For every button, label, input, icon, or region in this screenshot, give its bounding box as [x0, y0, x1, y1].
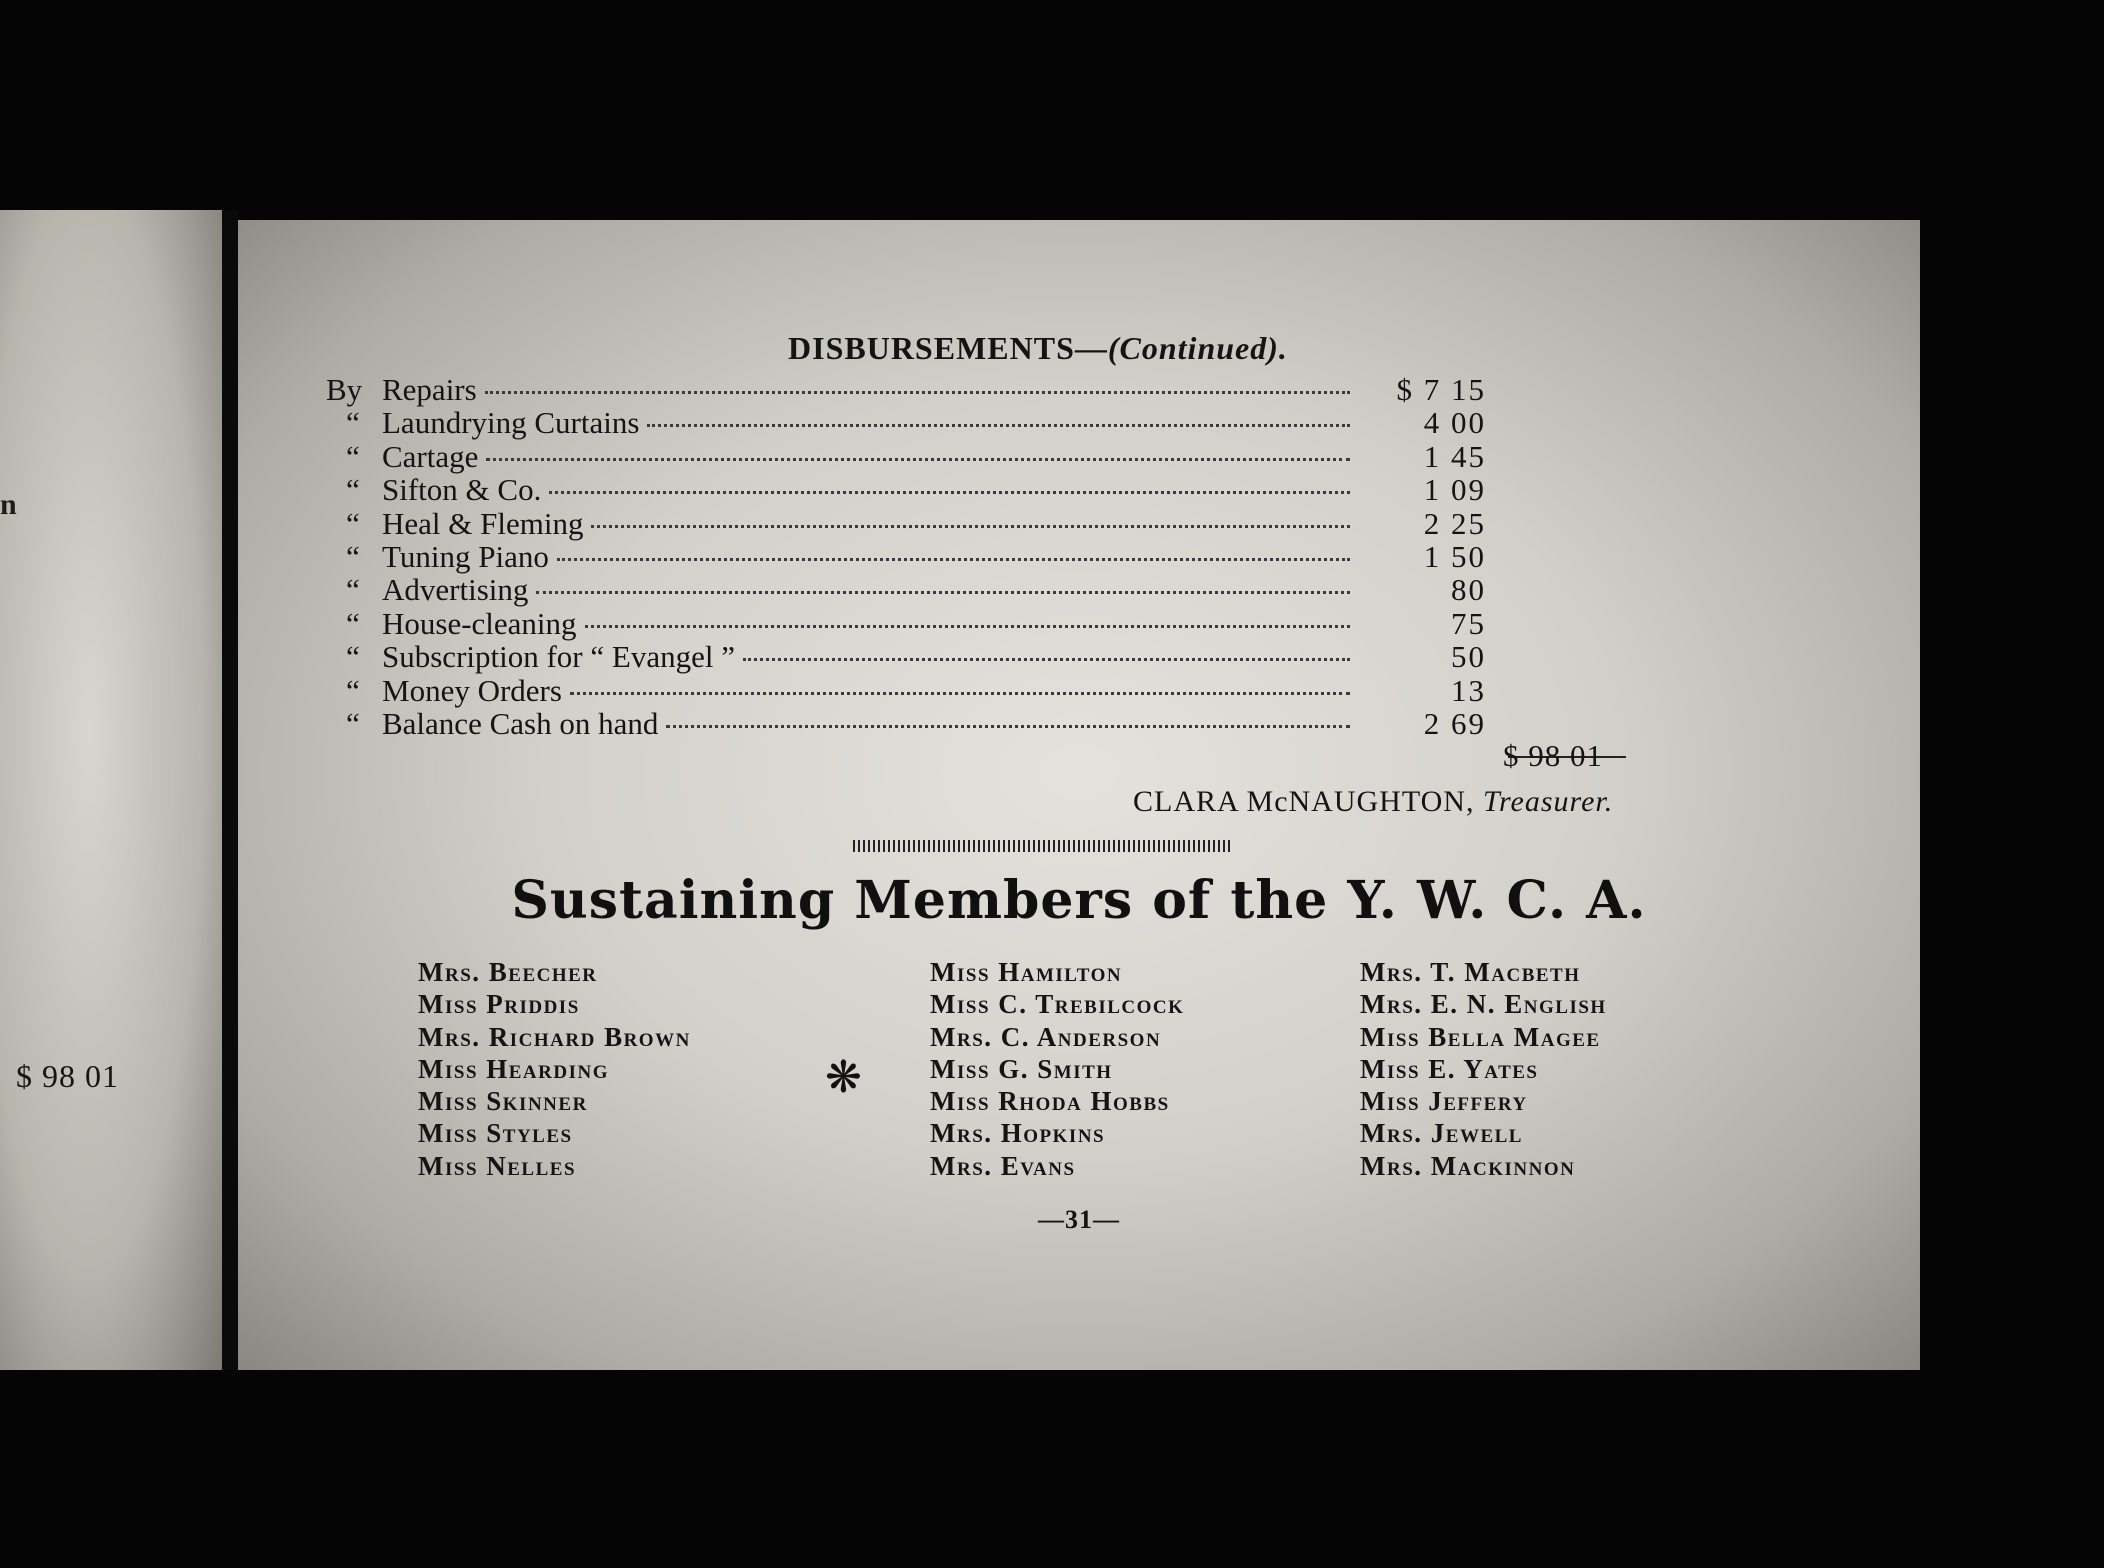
- ledger-row-label: Heal & Fleming: [382, 505, 584, 541]
- member-name: Mrs. Beecher: [418, 957, 598, 987]
- member-name: Miss Skinner: [418, 1086, 588, 1117]
- member-name: Miss Priddis: [418, 989, 580, 1020]
- fleuron-ornament-icon: ❋: [825, 1053, 862, 1102]
- ledger-row-prefix: “: [346, 705, 360, 741]
- ledger-row: [326, 673, 1486, 706]
- dot-leader: [666, 725, 1350, 728]
- ledger-row-prefix: “: [346, 405, 360, 441]
- dot-leader: [486, 458, 1350, 461]
- book-gutter: [222, 210, 238, 1370]
- cropped-heading-glyph: n: [0, 488, 17, 521]
- members-column-2: [930, 956, 1184, 1182]
- member-name: Mrs. Jewell: [1360, 1118, 1523, 1149]
- dot-leader: [485, 391, 1350, 394]
- ledger-row: [326, 572, 1486, 608]
- ledger-row: [326, 472, 1486, 508]
- ledger-row-label: House-cleaning: [382, 605, 577, 641]
- dot-leader: [647, 424, 1350, 427]
- ledger-row-amount: 2 69: [1423, 705, 1486, 741]
- ledger-row-prefix: “: [346, 605, 360, 641]
- ledger-row-label: Subscription for “ Evangel ”: [382, 639, 735, 675]
- member-name: Miss Rhoda Hobbs: [930, 1086, 1170, 1117]
- disbursements-ledger: [326, 372, 1486, 739]
- disbursements-total: $ 98 01: [1503, 738, 1603, 773]
- ledger-row-amount: 80: [1451, 572, 1486, 608]
- dot-leader: [570, 692, 1350, 695]
- ledger-row: [326, 439, 1486, 472]
- ledger-row-label: Sifton & Co.: [382, 472, 542, 508]
- member-name: Miss Styles: [418, 1118, 573, 1149]
- ledger-row: [326, 539, 1486, 572]
- ledger-row-prefix: “: [346, 639, 360, 675]
- ledger-row-amount: 13: [1451, 672, 1486, 708]
- ledger-row-label: Cartage: [382, 438, 479, 474]
- ledger-row-label: Tuning Piano: [382, 538, 549, 574]
- member-name: Miss Nelles: [418, 1150, 577, 1181]
- member-name: Miss C. Trebilcock: [930, 989, 1185, 1020]
- previous-page-fragment: [0, 210, 222, 1370]
- member-name: Miss Jeffery: [1360, 1086, 1528, 1117]
- member-name: Mrs. T. Macbeth: [1360, 957, 1581, 987]
- previous-page-total: $ 98 01: [16, 1058, 119, 1094]
- disbursements-title: [788, 330, 1288, 367]
- ledger-row: [326, 372, 1486, 405]
- ledger-row-prefix: “: [346, 438, 360, 474]
- ledger-row-prefix: By: [326, 372, 363, 407]
- disbursements-title-continued: (Continued).: [1107, 330, 1288, 366]
- dot-leader: [743, 658, 1350, 661]
- member-name: Miss Hamilton: [930, 957, 1123, 987]
- member-name: Miss E. Yates: [1360, 1053, 1539, 1084]
- ledger-row-prefix: “: [346, 538, 360, 574]
- member-name: Mrs. E. N. English: [1360, 989, 1607, 1020]
- ornamental-divider: [853, 840, 1233, 852]
- dot-leader: [557, 558, 1350, 561]
- member-name: Miss Bella Magee: [1360, 1021, 1601, 1052]
- dot-leader: [536, 591, 1350, 594]
- ledger-row-amount: $ 7 15: [1396, 372, 1486, 407]
- ledger-row-label: Money Orders: [382, 672, 562, 708]
- members-column-3: [1360, 956, 1607, 1182]
- ledger-row: [326, 639, 1486, 675]
- treasurer-name: CLARA McNAUGHTON,: [1133, 785, 1475, 818]
- member-name: Mrs. Hopkins: [930, 1118, 1106, 1149]
- ledger-row-prefix: “: [346, 505, 360, 541]
- members-column-1: [418, 956, 691, 1182]
- member-name: Mrs. C. Anderson: [930, 1021, 1162, 1052]
- ledger-row-amount: 1 45: [1423, 438, 1486, 474]
- dot-leader: [591, 525, 1350, 528]
- ledger-row: [326, 606, 1486, 639]
- ledger-row: [326, 506, 1486, 539]
- ledger-row-prefix: “: [346, 472, 360, 508]
- ledger-row-prefix: “: [346, 672, 360, 708]
- dot-leader: [585, 625, 1350, 628]
- members-heading: Sustaining Members of the Y. W. C. A.: [511, 870, 1647, 931]
- ledger-row-label: Advertising: [382, 572, 529, 608]
- ledger-row-amount: 2 25: [1423, 505, 1486, 541]
- dot-leader: [549, 491, 1350, 494]
- page-number: —31—: [1038, 1205, 1120, 1234]
- member-name: Mrs. Mackinnon: [1360, 1150, 1576, 1181]
- member-name: Mrs. Evans: [930, 1150, 1076, 1181]
- ledger-row-amount: 75: [1451, 605, 1486, 641]
- ledger-row: [326, 706, 1486, 739]
- treasurer-role: Treasurer.: [1482, 785, 1614, 818]
- ledger-row-amount: 4 00: [1423, 405, 1486, 441]
- ledger-row-amount: 1 50: [1423, 538, 1486, 574]
- ledger-row-amount: 1 09: [1423, 472, 1486, 508]
- treasurer-signature: [1133, 785, 1613, 819]
- disbursements-title-main: DISBURSEMENTS—: [788, 330, 1108, 366]
- ledger-row: [326, 405, 1486, 441]
- member-name: Miss Hearding: [418, 1053, 609, 1084]
- member-name: Miss G. Smith: [930, 1053, 1113, 1084]
- ledger-row-label: Laundrying Curtains: [382, 405, 640, 441]
- ledger-row-prefix: “: [346, 572, 360, 608]
- ledger-row-amount: 50: [1451, 639, 1486, 675]
- member-name: Mrs. Richard Brown: [418, 1021, 691, 1052]
- ledger-row-label: Balance Cash on hand: [382, 705, 659, 741]
- document-page: [238, 220, 1920, 1370]
- ledger-row-label: Repairs: [382, 372, 477, 407]
